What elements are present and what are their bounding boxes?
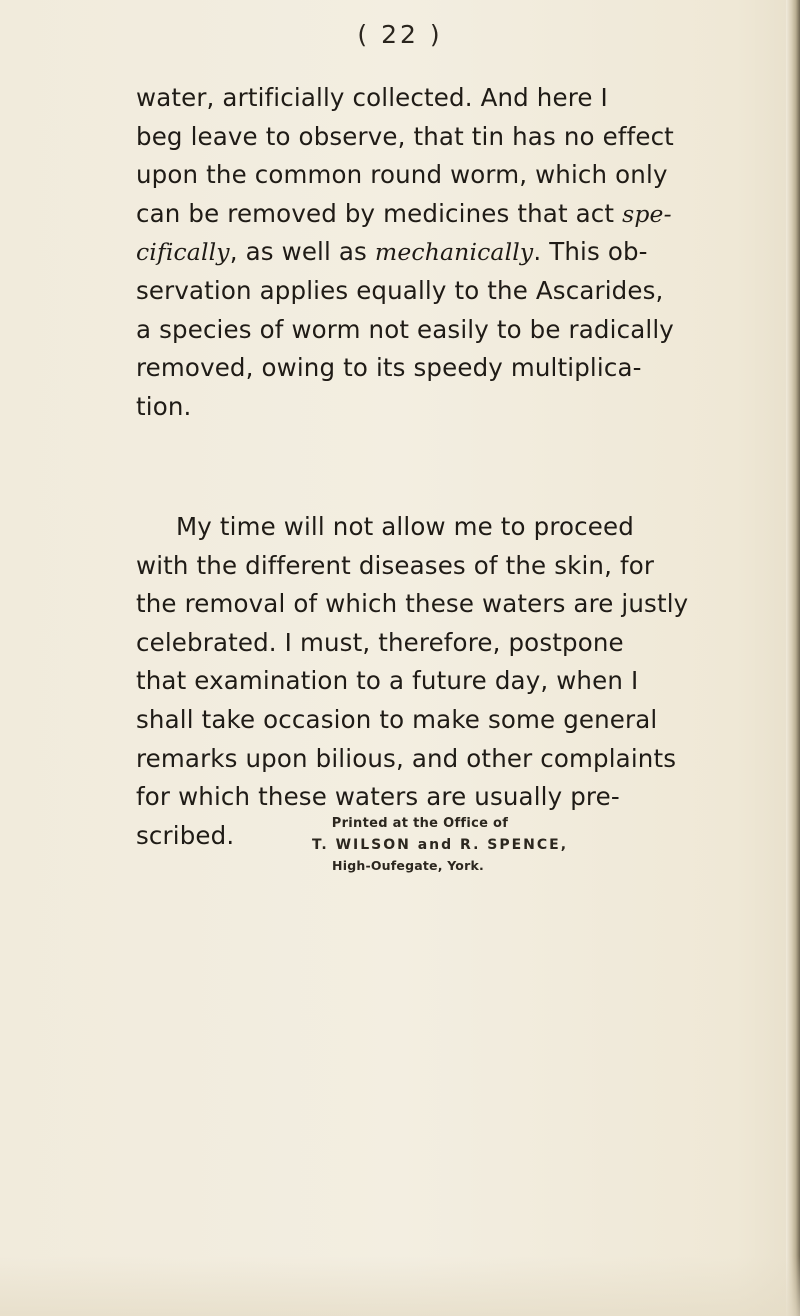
text-line: upon the common round worm, which only (136, 160, 668, 190)
imprint-line-2: T. WILSON and R. SPENCE, (311, 837, 569, 853)
text-run: , as well as (229, 237, 375, 267)
imprint-line-1: Printed at the Office of (331, 816, 509, 831)
text-line: water, artificially collected. And here I (136, 83, 608, 112)
text-line: celebrated. I must, therefore, postpone (136, 627, 624, 657)
paragraph-2 (136, 508, 736, 855)
italic-word: spe- (622, 199, 672, 228)
italic-word: mechanically (374, 238, 534, 267)
text-line: the removal of which these waters are justly (136, 589, 689, 619)
text-line: a species of worm not easily to be radically (136, 314, 674, 344)
text-line: servation applies equally to the Ascarides, (136, 275, 664, 305)
text-line: remarks upon bilious, and other complaints (136, 743, 677, 773)
page-number: ( 22 ) (357, 20, 443, 49)
text-run: can be removed by medicines that act (136, 198, 623, 228)
text-line: beg leave to observe, that tin has no effect (136, 121, 674, 151)
text-run: . This ob- (533, 237, 648, 267)
text-line: removed, owing to its speedy multiplica- (136, 353, 642, 383)
text-line: tion. (136, 391, 192, 421)
text-line: with the different diseases of the skin, for (136, 550, 655, 580)
text-line (136, 233, 736, 272)
text-line: shall take occasion to make some general (136, 704, 658, 734)
page-edge-shadow (786, 0, 800, 1316)
text-line: that examination to a future day, when I (136, 666, 639, 696)
paragraph-1 (136, 79, 736, 426)
text-line: for which these waters are usually pre- (136, 782, 620, 812)
italic-word: cifically (136, 238, 230, 267)
text-line (136, 195, 736, 234)
text-line: My time will not allow me to proceed (176, 512, 634, 541)
text-line: scribed. (136, 820, 235, 850)
paper-stain (0, 1256, 800, 1316)
imprint-line-3: High-Oufegate, York. (332, 858, 484, 873)
